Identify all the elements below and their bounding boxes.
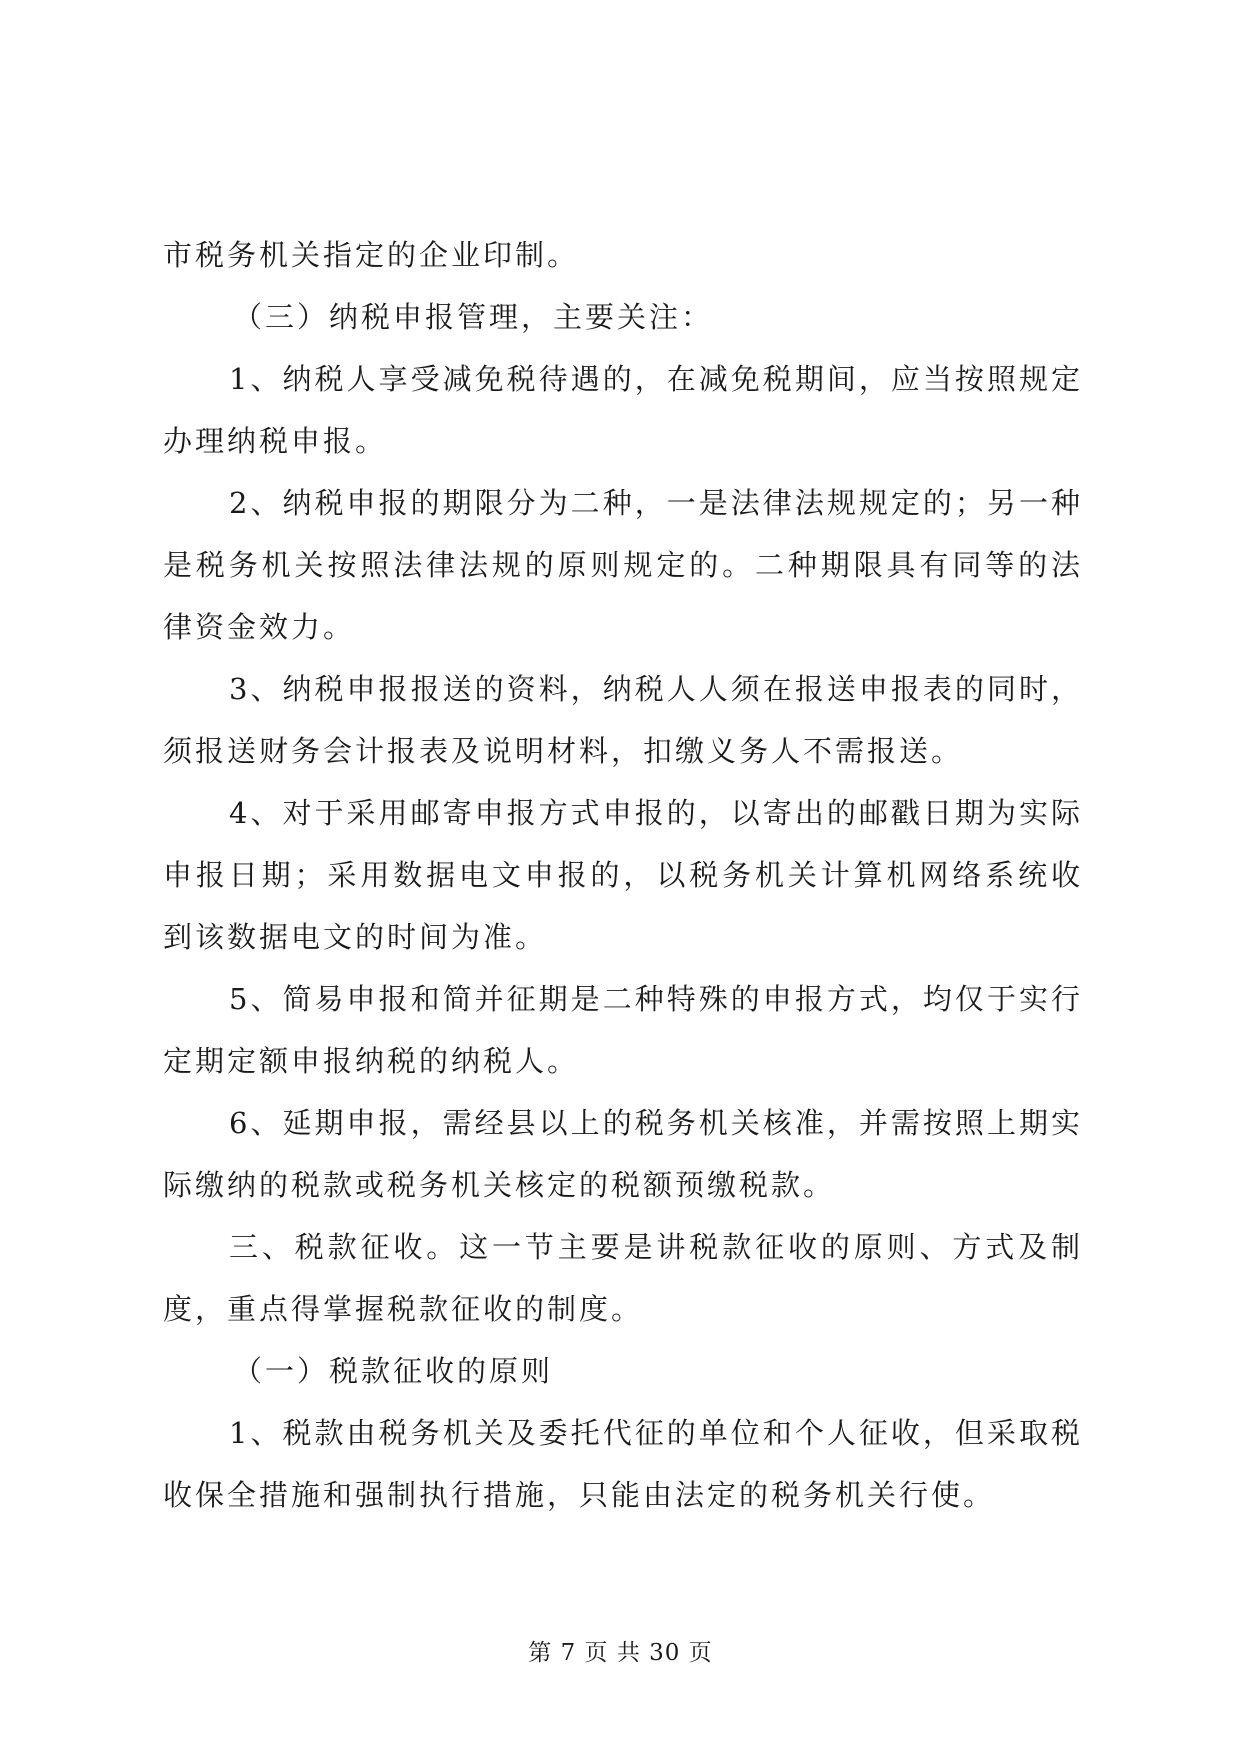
paragraph-item-6: 6、延期申报，需经县以上的税务机关核准，并需按照上期实际缴纳的税款或税务机关核定的税额预缴税款。 bbox=[163, 1106, 1083, 1202]
paragraph-principle-1: 1、税款由税务机关及委托代征的单位和个人征收，但采取税收保全措施和强制执行措施，只能由法定的税务机关行使。 bbox=[163, 1416, 1083, 1512]
document-body bbox=[163, 224, 1083, 1526]
paragraph-item-4: 4、对于采用邮寄申报方式申报的，以寄出的邮戳日期为实际申报日期；采用数据电文申报的，以税务机关计算机网络系统收到该数据电文的时间为准。 bbox=[163, 796, 1083, 954]
section-heading-tax-collection: 三、税款征收。这一节主要是讲税款征收的原则、方式及制度，重点得掌握税款征收的制度。 bbox=[163, 1230, 1083, 1326]
section-heading-tax-declaration: （三）纳税申报管理，主要关注： bbox=[233, 300, 714, 334]
paragraph-continuation: 市税务机关指定的企业印制。 bbox=[163, 238, 580, 272]
paragraph-item-5: 5、简易申报和简并征期是二种特殊的申报方式，均仅于实行定期定额申报纳税的纳税人。 bbox=[163, 982, 1083, 1078]
paragraph-item-3: 3、纳税申报报送的资料，纳税人人须在报送申报表的同时，须报送财务会计报表及说明材料，扣缴义务人不需报送。 bbox=[163, 672, 1083, 768]
page-number-footer: 第 7 页 共 30 页 bbox=[528, 1640, 713, 1666]
paragraph-item-1: 1、纳税人享受减免税待遇的，在减免税期间，应当按照规定办理纳税申报。 bbox=[163, 362, 1083, 458]
subsection-heading-collection-principles: （一）税款征收的原则 bbox=[233, 1354, 554, 1388]
paragraph-item-2: 2、纳税申报的期限分为二种，一是法律法规规定的；另一种是税务机关按照法律法规的原则规定的。二种期限具有同等的法律资金效力。 bbox=[163, 486, 1083, 644]
